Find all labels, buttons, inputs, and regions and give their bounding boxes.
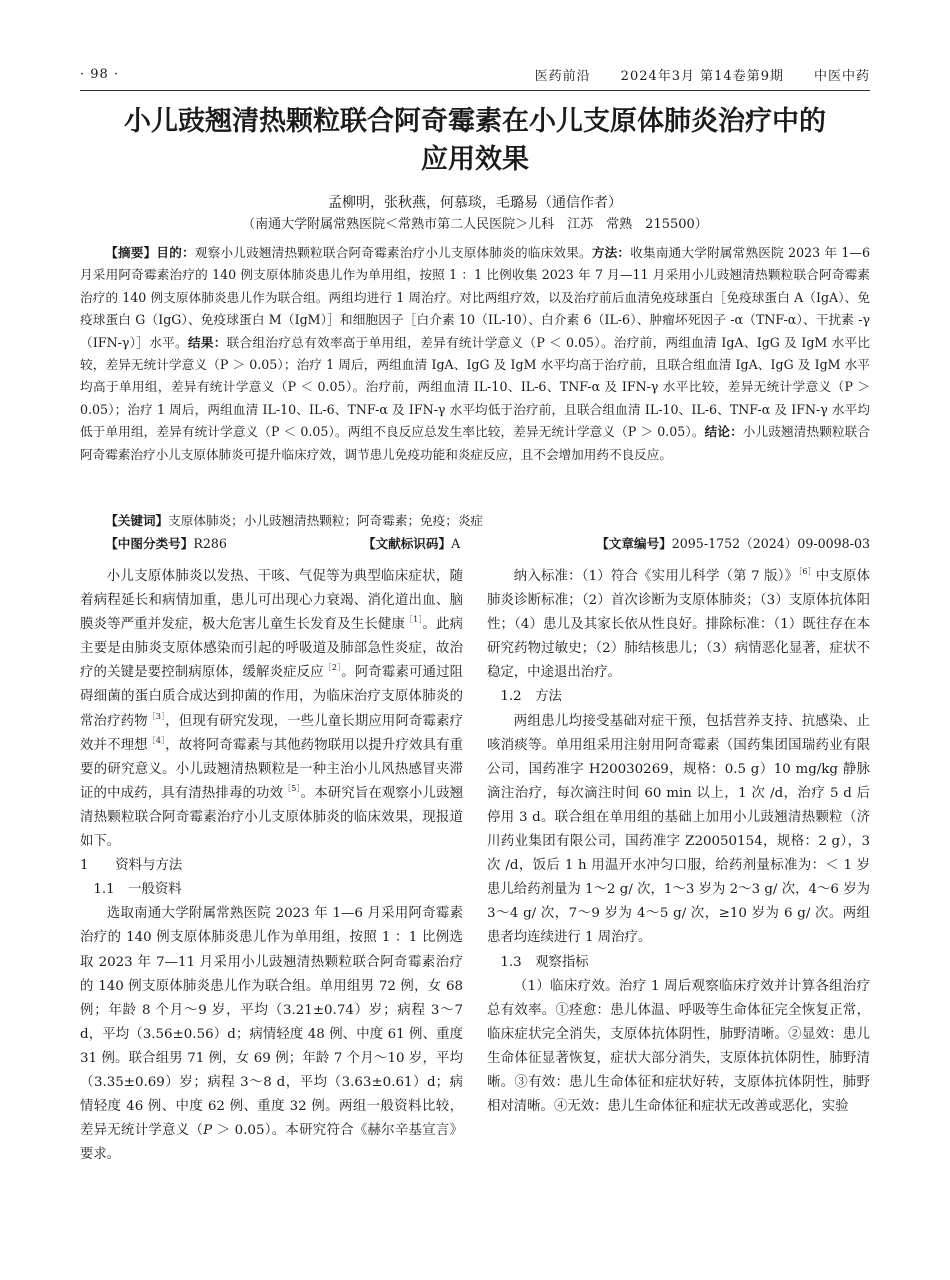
conclusion-label: 结论： (704, 424, 743, 440)
citation-5: ［5］ (283, 783, 301, 793)
objective-label: 目的： (156, 245, 195, 260)
section-heading-1-2: 1.2 方法 (500, 689, 562, 705)
header-divider (80, 90, 870, 91)
section-heading-1: 1 资料与方法 (80, 858, 183, 874)
body-column-left (80, 565, 463, 1167)
abstract-conclusion: 小儿豉翘清热颗粒联合阿奇霉素治疗小儿支原体肺炎可提升临床疗效，调节患儿免疫功能和炎症反应，且不会增加用药不良反应。 (80, 424, 870, 462)
methods-label: 方法： (591, 245, 631, 260)
body-column-right (487, 565, 870, 1119)
abstract-label: 【摘要】 (105, 245, 157, 260)
running-header (80, 62, 870, 86)
general-data-paragraph: 选取南通大学附属常熟医院 2023 年 1—6 月采用阿奇霉素治疗的 140 例支原体肺炎患儿作为单用组，按照 1 ：1 比例选取 2023 年 7—11 月采用小儿豉翘清热颗粒联合阿奇霉素治疗的 140 例支原体肺炎患儿作为联合组。单用组男 72 例，女 68 例；年龄 8 个月～9 岁，平均（3.21±0.74）岁；病程 3～7 d，平均（3.56±0.56）d；病情轻度 48 例、中度 61 例、重度 31 例。联合组男 71 例，女 69 例；年龄 7 个月～10 岁，平均（3.35±0.69）岁；病程 3～8 d，平均（3.63±0.61）d；病情轻度 46 例、中度 62 例、重度 32 例。两组一般资料比较，差异无统计学意义（P ＞ 0.05）。本研究符合《赫尔辛基宣言》要求。 (80, 906, 463, 1163)
abstract-objective: 观察小儿豉翘清热颗粒联合阿奇霉素治疗小儿支原体肺炎的临床效果。 (194, 245, 592, 260)
abstract (80, 242, 870, 466)
journal-name: 医药前沿 (534, 68, 591, 84)
author-list: 孟柳明，张秋燕，何慕琰，毛璐易（通信作者） (328, 195, 622, 211)
abstract-results: 联合组治疗总有效率高于单用组，差异有统计学意义（P ＜ 0.05）。治疗前，两组血清 IgA、IgG 及 IgM 水平比较，差异无统计学意义（P ＞ 0.05）；治疗 1 周后，两组血清 IgA、IgG 及 IgM 水平均高于治疗前，且联合组血清 IgA、IgG 及 IgM 水平均高于单用组，差异有统计学意义（P ＜ 0.05）。治疗前，两组血清 IL-10、IL-6、TNF-α 及 IFN-γ 水平比较，差异无统计学意义（P ＞ 0.05）；治疗 1 周后，两组血清 IL-10、IL-6、TNF-α 及 IFN-γ 水平均低于治疗前，且联合组血清 IL-10、IL-6、TNF-α 及 IFN-γ 水平均低于单用组，差异有统计学意义（P ＜ 0.05）。两组不良反应总发生率比较，差异无统计学意义（P ＞ 0.05）。 (80, 334, 870, 440)
citation-4: ［4］ (147, 735, 166, 745)
keywords-label: 【关键词】 (105, 513, 169, 528)
citation-2: ［2］ (323, 663, 342, 673)
keywords (80, 510, 870, 529)
citation-3: ［3］ (147, 711, 166, 721)
section-heading-1-1: 1.1 一般资料 (93, 882, 182, 898)
page-number: · 98 · (80, 66, 120, 82)
document-code: 【文献标识码】A (362, 536, 461, 551)
citation-6: ［6］ (798, 567, 816, 576)
outcomes-paragraph: （1）临床疗效。治疗 1 周后观察临床疗效并计算各组治疗总有效率。①痊愈：患儿体温、呼吸等生命体征完全恢复正常，临床症状完全消失，支原体抗体阴性，肺野清晰。②显效：患儿生命体征显著恢复，症状大部分消失，支原体抗体阴性，肺野清晰。③有效：患儿生命体征和症状好转，支原体抗体阴性，肺野相对清晰。④无效：患儿生命体征和症状无改善或恶化，实验 (487, 978, 870, 1115)
classification-line (80, 533, 870, 553)
abstract-methods: 收集南通大学附属常熟医院 2023 年 1—6 月采用阿奇霉素治疗的 140 例支原体肺炎患儿作为单用组，按照 1 ：1 比例收集 2023 年 7 月—11 月采用小儿豉翘清热颗粒联合阿奇霉素治疗的 140 例支原体肺炎患儿作为联合组。两组均进行 1 周治疗。对比两组疗效，以及治疗前后血清免疫球蛋白［免疫球蛋白 A（IgA）、免疫球蛋白 G（IgG）、免疫球蛋白 M（IgM）］和细胞因子［白介素 10（IL-10）、白介素 6（IL-6）、肿瘤坏死因子 -α（TNF-α）、干扰素 -γ（IFN-γ）］水平。 (80, 245, 871, 350)
results-label: 结果： (187, 334, 227, 350)
clc-code: 【中图分类号】R286 (105, 536, 227, 551)
issue-info: 2024年3月 第14卷第9期 (620, 68, 784, 84)
keywords-text: 支原体肺炎；小儿豉翘清热颗粒；阿奇霉素；免疫；炎症 (168, 513, 483, 528)
title-line-2: 应用效果 (421, 144, 529, 175)
article-number: 【文章编号】2095-1752（2024）09-0098-03 (596, 536, 870, 551)
title-line-1: 小儿豉翘清热颗粒联合阿奇霉素在小儿支原体肺炎治疗中的 (124, 106, 826, 137)
article-title (80, 103, 870, 179)
criteria-paragraph: 纳入标准：（1）符合《实用儿科学（第 7 版）》$^{[6]}$中支原体肺炎诊断标准；（2）首次诊断为支原体肺炎；（3）支原体抗体阳性；（4）患儿及其家长依从性良好。排除标准：（1）既往存在本研究药物过敏史；（2）肺结核患儿；（3）病情恶化显著，症状不稳定，中途退出治疗。 (487, 567, 870, 681)
affiliation: （南通大学附属常熟医院＜常熟市第二人民医院＞儿科 江苏 常熟 215500） (242, 217, 708, 232)
section-heading-1-3: 1.3 观察指标 (500, 954, 589, 970)
introduction-paragraph: 小儿支原体肺炎以发热、干咳、气促等为典型临床症状，随着病程延长和病情加重，患儿可出现心力衰竭、消化道出血、脑膜炎等严重并发症，极大危害儿童生长发育及生长健康$^{[1]}$。此病主要是由肺炎支原体感染而引起的呼吸道及肺部急性炎症，故治疗的关键是要控制病原体，缓解炎症反应$^{[2]}$。阿奇霉素可通过阻碍细菌的蛋白质合成达到抑菌的作用，为临床治疗支原体肺炎的常治疗药物$^{[3]}$，但现有研究发现，一些儿童长期应用阿奇霉素疗效并不理想$^{[4]}$，故将阿奇霉素与其他药物联用以提升疗效具有重要的研究意义。小儿豉翘清热颗粒是一种主治小儿风热感冒夹滞证的中成药，具有清热排毒的功效$^{[5]}$。本研究旨在观察小儿豉翘清热颗粒联合阿奇霉素治疗小儿支原体肺炎的临床效果，现报道如下。 (80, 569, 464, 850)
citation-1: ［1］ (404, 615, 423, 625)
section-name: 中医中药 (813, 68, 870, 84)
methods-paragraph: 两组患儿均接受基础对症干预，包括营养支持、抗感染、止咳消痰等。单用组采用注射用阿奇霉素（国药集团国瑞药业有限公司，国药准字 H20030269，规格：0.5 g）10 mg/kg 静脉滴注治疗，每次滴注时间 60 min 以上，1 次 /d，治疗 5 d 后停用 3 d。联合组在单用组的基础上加用小儿豉翘清热颗粒（济川药业集团有限公司，国药准字 Z20050154，规格：2 g），3 次 /d，饭后 1 h 用温开水冲匀口服，给药剂量标准为：＜ 1 岁患儿给药剂量为 1～2 g/ 次，1～3 岁为 2～3 g/ 次，4～6 岁为 3～4 g/ 次，7～9 岁为 4～5 g/ 次，≥10 岁为 6 g/ 次。两组患者均连续进行 1 周治疗。 (487, 713, 870, 946)
